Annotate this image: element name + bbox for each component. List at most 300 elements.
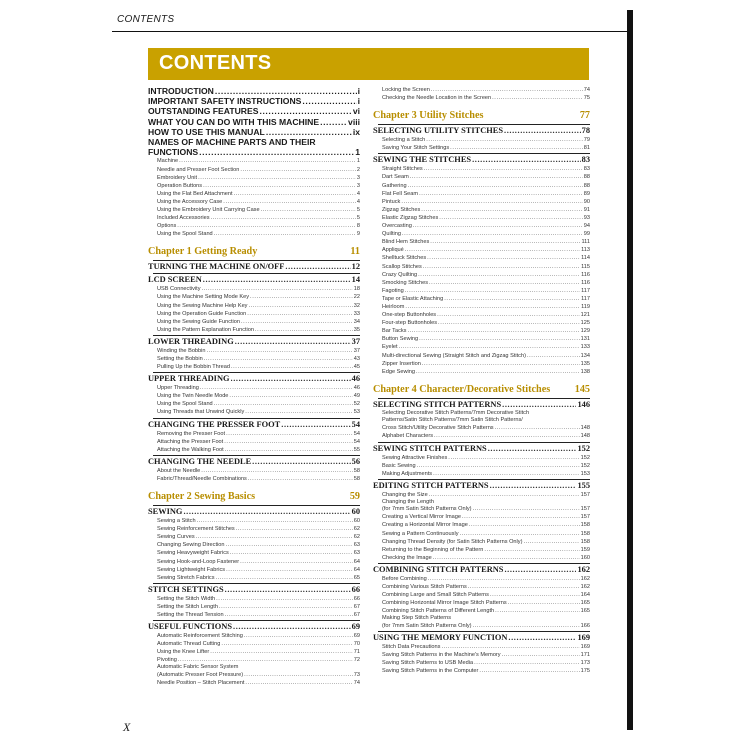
toc-entry-title: Sewing Reinforcement Stitches — [157, 526, 235, 533]
toc-entry-title: Multi-directional Sewing (Straight Stitch and Zigzag Stitch) — [382, 352, 526, 359]
toc-page-number: 166 — [580, 622, 590, 629]
toc-subsection-entry[interactable] — [373, 454, 590, 462]
toc-section-entry[interactable] — [148, 127, 360, 137]
toc-subsection-entry[interactable] — [373, 368, 590, 376]
toc-subsection-entry[interactable] — [373, 622, 590, 630]
toc-leader-dots — [488, 444, 577, 454]
toc-leader-dots — [490, 591, 580, 599]
toc-subsection-entry[interactable] — [373, 271, 590, 279]
toc-leader-dots — [527, 352, 580, 360]
toc-entry-title: Chapter 3 Utility Stitches — [373, 110, 484, 122]
toc-subsection-entry[interactable] — [373, 546, 590, 554]
toc-entry-title: Checking the Image — [382, 554, 432, 561]
toc-subsection-entry[interactable] — [148, 541, 360, 549]
toc-entry-title: USING THE MEMORY FUNCTION — [373, 632, 508, 642]
toc-page-number: 43 — [353, 356, 360, 363]
toc-section-entry[interactable] — [148, 457, 360, 467]
toc-page-number: 162 — [580, 575, 590, 582]
toc-subsection-entry[interactable] — [373, 432, 590, 440]
toc-subsection-entry[interactable] — [373, 198, 590, 206]
toc-subsection-entry[interactable] — [148, 157, 360, 165]
toc-entry-title: Using the Embroidery Unit Carrying Case — [157, 206, 260, 213]
toc-subsection-entry[interactable] — [373, 591, 590, 599]
toc-subsection-entry[interactable] — [373, 335, 590, 343]
toc-section-entry[interactable] — [148, 337, 360, 347]
toc-page-number: 67 — [353, 611, 360, 618]
toc-leader-dots — [199, 147, 354, 157]
toc-page-number: 165 — [580, 600, 590, 607]
toc-subsection-entry[interactable] — [373, 214, 590, 222]
toc-leader-dots — [202, 285, 353, 293]
toc-leader-dots — [255, 326, 353, 334]
toc-leader-dots — [424, 165, 583, 173]
toc-entry-title: STITCH SETTINGS — [148, 584, 224, 594]
toc-subsection-entry[interactable] — [373, 279, 590, 287]
toc-subsection-entry[interactable] — [373, 538, 590, 546]
toc-leader-dots — [419, 190, 583, 198]
toc-section-entry[interactable] — [148, 420, 360, 430]
toc-entry-title: Changing the Length — [382, 498, 434, 505]
toc-entry-title: Fabric/Thread/Needle Combinations — [157, 475, 247, 482]
toc-page-number: 64 — [353, 566, 360, 573]
toc-subsection-entry[interactable] — [373, 667, 590, 675]
toc-leader-dots — [427, 254, 580, 262]
toc-subsection-entry[interactable] — [373, 470, 590, 478]
toc-page-number: 114 — [581, 255, 590, 262]
toc-leader-dots — [399, 343, 580, 351]
toc-subsection-entry[interactable] — [148, 318, 360, 326]
toc-subsection-entry[interactable] — [148, 603, 360, 611]
toc-chapter-heading[interactable] — [373, 384, 590, 396]
toc-subsection-entry[interactable] — [148, 656, 360, 664]
toc-subsection-entry[interactable] — [148, 467, 360, 475]
toc-subsection-entry[interactable] — [148, 166, 360, 174]
toc-subsection-entry[interactable] — [148, 214, 360, 222]
toc-section-entry[interactable] — [373, 633, 590, 643]
toc-subsection-entry[interactable] — [148, 230, 360, 238]
toc-subsection-entry[interactable] — [148, 533, 360, 541]
toc-page-number: 131 — [580, 336, 590, 343]
toc-entry-title: Operation Buttons — [157, 182, 203, 189]
toc-entry-title: Needle and Presser Foot Section — [157, 166, 240, 173]
toc-leader-dots — [429, 279, 580, 287]
toc-entry-title: Straight Stitches — [382, 166, 423, 173]
toc-subsection-entry[interactable] — [373, 173, 590, 181]
toc-leader-dots — [448, 454, 579, 462]
toc-entry-title: Combining Horizontal Mirror Image Stitch Patterns — [382, 600, 507, 607]
toc-leader-dots — [229, 392, 352, 400]
toc-page-number: 4 — [356, 190, 360, 197]
toc-subsection-entry[interactable] — [148, 558, 360, 566]
toc-leader-dots — [201, 467, 353, 475]
toc-subsection-entry[interactable] — [373, 254, 590, 262]
toc-page-number: 54 — [351, 419, 360, 429]
toc-entry-title: Automatic Fabric Sensor System — [157, 664, 239, 671]
toc-leader-dots — [231, 363, 353, 371]
toc-entry-title: Stitch Data Precautions — [382, 643, 441, 650]
section-rule — [153, 273, 360, 274]
toc-subsection-entry[interactable] — [148, 355, 360, 363]
toc-subsection-entry[interactable] — [148, 302, 360, 310]
toc-subsection-entry[interactable] — [148, 640, 360, 648]
toc-subsection-entry[interactable] — [148, 293, 360, 301]
toc-leader-dots — [450, 144, 583, 152]
toc-leader-dots — [244, 671, 353, 679]
toc-subsection-entry[interactable] — [148, 190, 360, 198]
toc-page-number: 55 — [353, 446, 360, 453]
toc-entry-title: Flat Fell Seam — [382, 190, 419, 197]
toc-leader-dots — [439, 214, 582, 222]
toc-leader-dots — [266, 127, 352, 137]
toc-subsection-entry[interactable] — [148, 310, 360, 318]
toc-section-entry[interactable] — [148, 137, 360, 147]
toc-subsection-entry[interactable] — [373, 416, 590, 424]
toc-subsection-entry[interactable] — [148, 206, 360, 214]
toc-subsection-entry[interactable] — [148, 611, 360, 619]
toc-subsection-entry[interactable] — [373, 222, 590, 230]
toc-subsection-entry[interactable] — [373, 136, 590, 144]
toc-section-entry[interactable] — [148, 275, 360, 285]
toc-section-entry[interactable] — [148, 117, 360, 127]
toc-section-entry[interactable] — [373, 400, 590, 410]
toc-leader-dots — [479, 667, 579, 675]
toc-subsection-entry[interactable] — [373, 554, 590, 562]
section-rule — [378, 124, 590, 125]
section-rule — [153, 260, 360, 261]
toc-subsection-entry[interactable] — [148, 525, 360, 533]
toc-entry-title: Using the Pattern Explanation Function — [157, 326, 255, 333]
toc-subsection-entry[interactable] — [148, 400, 360, 408]
toc-entry-title: Crazy Quilting — [382, 271, 418, 278]
toc-entry-title: Embroidery Unit — [157, 174, 198, 181]
toc-entry-title: Cross Stitch/Utility Decorative Stitch Patterns — [382, 425, 494, 432]
toc-entry-title: Creating a Vertical Mirror Image — [382, 514, 461, 521]
toc-chapter-heading[interactable] — [148, 246, 360, 258]
toc-entry-title: Creating a Horizontal Mirror Image — [382, 522, 468, 529]
toc-leader-dots — [252, 457, 350, 467]
toc-subsection-entry[interactable] — [373, 206, 590, 214]
toc-page-number: 45 — [353, 364, 360, 371]
toc-leader-dots — [198, 174, 356, 182]
toc-entry-title: Selecting a Stitch — [382, 137, 426, 144]
toc-page-number: 148 — [580, 433, 590, 440]
toc-subsection-entry[interactable] — [373, 327, 590, 335]
toc-subsection-entry[interactable] — [373, 165, 590, 173]
toc-page-number: 11 — [350, 246, 360, 258]
toc-page-number: 138 — [580, 368, 590, 375]
toc-subsection-entry[interactable] — [373, 583, 590, 591]
toc-subsection-entry[interactable] — [148, 566, 360, 574]
toc-page-number: 60 — [351, 507, 360, 517]
toc-entry-title: UPPER THREADING — [148, 374, 230, 384]
toc-subsection-entry[interactable] — [373, 343, 590, 351]
toc-page-number: 173 — [580, 660, 590, 667]
toc-entry-title: Setting the Stitch Width — [157, 595, 216, 602]
toc-subsection-entry[interactable] — [148, 438, 360, 446]
toc-subsection-entry[interactable] — [373, 599, 590, 607]
toc-leader-dots — [234, 190, 356, 198]
toc-entry-title: Zipper Insertion — [382, 360, 421, 367]
toc-entry-title: Sewing Hook-and-Loop Fastener — [157, 558, 240, 565]
toc-entry-title: IMPORTANT SAFETY INSTRUCTIONS — [148, 96, 302, 107]
toc-entry-title: Chapter 4 Character/Decorative Stitches — [373, 383, 551, 395]
toc-subsection-entry[interactable] — [148, 392, 360, 400]
toc-subsection-entry[interactable] — [373, 238, 590, 246]
toc-leader-dots — [492, 94, 583, 102]
toc-section-entry[interactable] — [148, 622, 360, 632]
toc-leader-dots — [426, 136, 583, 144]
toc-subsection-entry[interactable] — [373, 360, 590, 368]
toc-leader-dots — [434, 432, 580, 440]
toc-leader-dots — [320, 117, 347, 127]
toc-entry-title: Changing the Size — [382, 491, 428, 498]
section-rule — [153, 620, 360, 621]
toc-leader-dots — [204, 355, 353, 363]
toc-entry-title: Patterns/Satin Stitch Patterns/7mm Satin Stitch Patterns/ — [382, 417, 523, 424]
toc-entry-title: USEFUL FUNCTIONS — [148, 622, 232, 632]
toc-subsection-entry[interactable] — [148, 363, 360, 371]
section-rule — [153, 583, 360, 584]
toc-subsection-entry[interactable] — [373, 491, 590, 499]
toc-section-entry[interactable] — [148, 262, 360, 272]
section-rule — [378, 398, 590, 399]
toc-entry-title: SEWING STITCH PATTERNS — [373, 443, 487, 453]
toc-entry-title: Appliqué — [382, 247, 404, 254]
toc-page-number: 111 — [581, 239, 590, 246]
toc-subsection-entry[interactable] — [373, 86, 590, 94]
toc-section-entry[interactable] — [373, 155, 590, 165]
toc-page-number: 83 — [581, 155, 590, 165]
toc-chapter-heading[interactable] — [148, 491, 360, 503]
toc-page-number: 171 — [580, 652, 590, 658]
section-rule — [378, 563, 590, 564]
toc-leader-dots — [241, 318, 353, 326]
toc-entry-title: Needle Position – Stitch Placement — [157, 679, 245, 686]
toc-subsection-entry[interactable] — [148, 326, 360, 334]
toc-subsection-entry[interactable] — [148, 679, 360, 687]
toc-subsection-entry[interactable] — [373, 607, 590, 615]
toc-page-number: 159 — [580, 546, 590, 553]
toc-subsection-entry[interactable] — [373, 651, 590, 659]
toc-leader-dots — [508, 599, 580, 607]
toc-entry-title: Saving Stitch Patterns in the Computer — [382, 668, 479, 675]
toc-entry-title: Heirloom — [382, 303, 405, 310]
toc-leader-dots — [495, 607, 580, 615]
toc-subsection-entry[interactable] — [148, 574, 360, 582]
toc-subsection-entry[interactable] — [373, 505, 590, 513]
toc-leader-dots — [225, 446, 353, 454]
toc-subsection-entry[interactable] — [148, 285, 360, 293]
toc-chapter-heading[interactable] — [373, 110, 590, 122]
toc-page-number: 157 — [580, 491, 590, 498]
toc-leader-dots — [223, 198, 356, 206]
toc-subsection-entry[interactable] — [373, 295, 590, 303]
toc-subsection-entry[interactable] — [148, 408, 360, 416]
toc-subsection-entry[interactable] — [373, 513, 590, 521]
toc-leader-dots — [200, 384, 353, 392]
section-rule — [378, 442, 590, 443]
toc-page-number: 9 — [356, 231, 360, 238]
toc-leader-dots — [462, 513, 580, 521]
toc-page-number: 83 — [583, 166, 590, 173]
toc-subsection-entry[interactable] — [373, 230, 590, 238]
toc-entry-title: Making Step Stitch Patterns — [382, 615, 452, 622]
toc-section-entry[interactable] — [148, 374, 360, 384]
toc-subsection-entry[interactable] — [373, 311, 590, 319]
toc-subsection-entry[interactable] — [373, 246, 590, 254]
toc-page-number: 160 — [580, 554, 590, 561]
toc-page-number: 1 — [355, 147, 360, 158]
toc-subsection-entry[interactable] — [373, 144, 590, 152]
toc-entry-title: WHAT YOU CAN DO WITH THIS MACHINE — [148, 116, 320, 127]
toc-page-number: 153 — [580, 470, 590, 477]
toc-subsection-entry[interactable] — [148, 347, 360, 355]
toc-page-number: 125 — [580, 320, 590, 327]
toc-leader-dots — [431, 86, 583, 94]
toc-entry-title: Checking the Needle Location in the Screen — [382, 95, 492, 102]
toc-entry-title: Pivoting — [157, 657, 177, 664]
toc-subsection-entry[interactable] — [373, 659, 590, 667]
toc-section-entry[interactable] — [373, 565, 590, 575]
toc-page-number: 152 — [580, 454, 590, 461]
toc-leader-dots — [523, 538, 579, 546]
toc-subsection-entry[interactable] — [373, 94, 590, 102]
toc-entry-title: Upper Threading — [157, 385, 199, 392]
toc-entry-title: Dart Seam — [382, 174, 409, 181]
toc-leader-dots — [421, 206, 583, 214]
toc-subsection-entry[interactable] — [148, 648, 360, 656]
toc-page-number: 165 — [580, 608, 590, 615]
toc-subsection-entry[interactable] — [148, 174, 360, 182]
toc-subsection-entry[interactable] — [373, 287, 590, 295]
toc-subsection-entry[interactable] — [373, 190, 590, 198]
toc-subsection-entry[interactable] — [148, 446, 360, 454]
toc-subsection-entry[interactable] — [373, 521, 590, 529]
toc-subsection-entry[interactable] — [373, 182, 590, 190]
toc-leader-dots — [225, 585, 351, 595]
toc-entry-title: Automatic Reinforcement Stitching — [157, 633, 243, 640]
toc-entry-title: Making Adjustments — [382, 470, 433, 477]
toc-page-number: 99 — [583, 231, 590, 238]
toc-section-entry[interactable] — [148, 96, 360, 106]
toc-leader-dots — [196, 533, 353, 541]
toc-page-number: vi — [352, 106, 360, 117]
toc-entry-title: Returning to the Beginning of the Pattern — [382, 546, 484, 553]
toc-subsection-entry[interactable] — [373, 263, 590, 271]
toc-leader-dots — [473, 505, 580, 513]
toc-subsection-entry[interactable] — [373, 303, 590, 311]
toc-page-number: 169 — [580, 643, 590, 650]
toc-subsection-entry[interactable] — [148, 222, 360, 230]
toc-section-entry[interactable] — [373, 444, 590, 454]
toc-subsection-entry[interactable] — [373, 352, 590, 360]
toc-leader-dots — [210, 648, 353, 656]
toc-section-entry[interactable] — [148, 507, 360, 517]
toc-leader-dots — [224, 438, 353, 446]
toc-section-entry[interactable] — [373, 481, 590, 491]
toc-subsection-entry[interactable] — [373, 319, 590, 327]
toc-leader-dots — [240, 166, 355, 174]
toc-subsection-entry[interactable] — [373, 424, 590, 432]
toc-entry-title: Saving Stitch Patterns in the Machine's Memory — [382, 652, 501, 658]
toc-entry-title: Tape or Elastic Attaching — [382, 295, 444, 302]
toc-entry-title: Four-step Buttonholes — [382, 320, 438, 327]
toc-subsection-entry[interactable] — [148, 671, 360, 679]
toc-page-number: 66 — [351, 584, 360, 594]
toc-leader-dots — [216, 595, 353, 603]
toc-page-number: 162 — [580, 584, 590, 591]
toc-leader-dots — [203, 182, 356, 190]
toc-leader-dots — [401, 198, 582, 206]
toc-subsection-entry[interactable] — [148, 182, 360, 190]
toc-page-number: 119 — [581, 303, 590, 310]
toc-entry-title: Using Threads that Unwind Quickly — [157, 409, 245, 416]
toc-leader-dots — [179, 157, 356, 165]
toc-entry-title: Using the Sewing Machine Help Key — [157, 302, 248, 309]
toc-leader-dots — [235, 337, 351, 347]
toc-page-number: 62 — [353, 534, 360, 541]
toc-subsection-entry[interactable] — [148, 384, 360, 392]
toc-page-number: 146 — [577, 399, 590, 409]
toc-entry-title: NAMES OF MACHINE PARTS AND THEIR — [148, 137, 316, 148]
toc-subsection-entry[interactable] — [373, 643, 590, 651]
toc-subsection-entry[interactable] — [373, 530, 590, 538]
toc-page-number: 117 — [581, 295, 590, 302]
toc-leader-dots — [502, 400, 576, 410]
toc-page-number: 175 — [580, 668, 590, 675]
toc-entry-title: SELECTING STITCH PATTERNS — [373, 399, 502, 409]
toc-subsection-entry[interactable] — [148, 475, 360, 483]
toc-leader-dots — [178, 656, 353, 664]
toc-section-entry[interactable] — [373, 126, 590, 136]
toc-section-entry[interactable] — [148, 86, 360, 96]
toc-entry-title: Before Combining — [382, 575, 427, 582]
toc-subsection-entry[interactable] — [148, 632, 360, 640]
toc-page-number: 71 — [353, 649, 360, 656]
toc-entry-title: Winding the Bobbin — [157, 347, 206, 354]
toc-subsection-entry[interactable] — [148, 595, 360, 603]
toc-subsection-entry[interactable] — [148, 517, 360, 525]
toc-leader-dots — [216, 574, 353, 582]
toc-entry-title: Using the Twin Needle Mode — [157, 393, 229, 400]
toc-entry-title: Shelltuck Stitches — [382, 255, 427, 262]
toc-section-entry[interactable] — [148, 147, 360, 157]
toc-page-number: 93 — [583, 214, 590, 221]
toc-page-number: 145 — [574, 383, 590, 395]
toc-subsection-entry[interactable] — [373, 575, 590, 583]
toc-page-number: i — [357, 96, 360, 107]
toc-page-number: 158 — [580, 522, 590, 529]
toc-subsection-entry[interactable] — [148, 549, 360, 557]
toc-subsection-entry[interactable] — [148, 198, 360, 206]
toc-entry-title: Smocking Stitches — [382, 279, 429, 286]
toc-section-entry[interactable] — [148, 585, 360, 595]
toc-leader-dots — [416, 368, 580, 376]
section-rule — [153, 505, 360, 506]
toc-subsection-entry[interactable] — [373, 462, 590, 470]
toc-page-number: 54 — [353, 430, 360, 437]
toc-entry-title: Blind Hem Stitches — [382, 239, 430, 246]
toc-leader-dots — [207, 347, 353, 355]
toc-page-number: 74 — [353, 679, 360, 686]
toc-leader-dots — [225, 611, 353, 619]
toc-leader-dots — [460, 530, 580, 538]
toc-page-number: 33 — [353, 310, 360, 317]
toc-leader-dots — [468, 583, 580, 591]
toc-section-entry[interactable] — [148, 106, 360, 116]
toc-leader-dots — [226, 430, 353, 438]
toc-subsection-entry[interactable] — [148, 430, 360, 438]
